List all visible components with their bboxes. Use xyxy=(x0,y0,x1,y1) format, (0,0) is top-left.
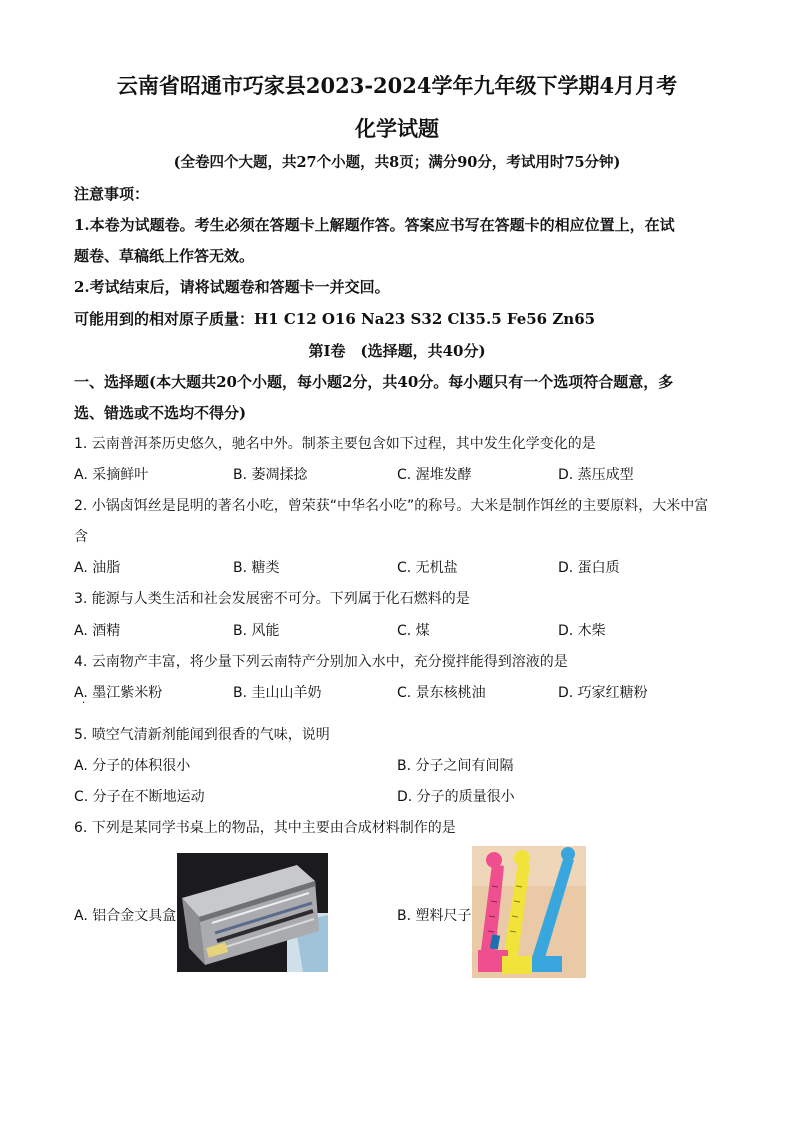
question-4-option-b: B. 圭山山羊奶 xyxy=(233,685,322,701)
question-3-option-a: A. 酒精 xyxy=(74,623,121,639)
question-2-stem-cont: 含 xyxy=(74,529,88,545)
question-5-option-c: C. 分子在不断地运动 xyxy=(74,789,205,805)
notes-heading: 注意事项： xyxy=(74,185,150,203)
question-1-option-c: C. 渥堆发酵 xyxy=(397,467,472,483)
plastic-ruler-photo xyxy=(472,846,586,978)
question-5-option-b: B. 分子之间有间隔 xyxy=(397,758,514,774)
stray-dot: · xyxy=(82,698,86,709)
question-2-option-b: B. 糖类 xyxy=(233,560,280,576)
question-2-option-a: A. 油脂 xyxy=(74,560,121,576)
question-1-option-d: D. 蒸压成型 xyxy=(558,467,634,483)
notes-item-1: 1.本卷为试题卷。考生必须在答题卡上解题作答。答案应书写在答题卡的相应位置上，在试 xyxy=(74,216,675,234)
notes-item-1-cont: 题卷、草稿纸上作答无效。 xyxy=(74,247,255,265)
question-3-option-d: D. 木柴 xyxy=(558,623,606,639)
question-4-stem: 4. 云南物产丰富，将少量下列云南特产分别加入水中，充分搅拌能得到溶液的是 xyxy=(74,654,568,670)
notes-item-2: 2.考试结束后，请将试题卷和答题卡一并交回。 xyxy=(74,278,390,296)
question-3-option-b: B. 风能 xyxy=(233,623,280,639)
question-2-stem: 2. 小锅卤饵丝是昆明的著名小吃，曾荣获“中华名小吃”的称号。大米是制作饵丝的主要原料，大米中富 xyxy=(74,498,709,514)
exam-subject: 化学试题 xyxy=(355,116,439,141)
exam-title: 云南省昭通市巧家县2023-2024学年九年级下学期4月月考 xyxy=(116,73,678,98)
question-3-stem: 3. 能源与人类生活和社会发展密不可分。下列属于化石燃料的是 xyxy=(74,591,470,607)
question-1-stem: 1. 云南普洱茶历史悠久，驰名中外。制茶主要包含如下过程，其中发生化学变化的是 xyxy=(74,436,596,452)
exam-info: (全卷四个大题，共27个小题，共8页；满分90分，考试用时75分钟) xyxy=(173,154,621,171)
question-5-option-a: A. 分子的体积很小 xyxy=(74,758,191,774)
question-4-option-c: C. 景东核桃油 xyxy=(397,685,486,701)
section-1-heading-cont: 选、错选或不选均不得分) xyxy=(74,404,247,422)
question-4-option-d: D. 巧家红糖粉 xyxy=(558,685,648,701)
question-4-option-a: A. 墨江紫米粉 xyxy=(74,685,163,701)
part-1-heading: 第Ⅰ卷 (选择题，共40分) xyxy=(308,342,486,360)
question-6-option-a: A. 铝合金文具盒 xyxy=(74,908,177,924)
question-6-option-b: B. 塑料尺子 xyxy=(397,908,472,924)
question-5-option-d: D. 分子的质量很小 xyxy=(397,789,515,805)
atomic-mass-line: 可能用到的相对原子质量：H1 C12 O16 Na23 S32 Cl35.5 Fe56 Zn65 xyxy=(74,310,596,328)
question-5-stem: 5. 喷空气清新剂能闻到很香的气味，说明 xyxy=(74,727,330,743)
question-6-stem: 6. 下列是某同学书桌上的物品，其中主要由合成材料制作的是 xyxy=(74,820,456,836)
section-1-heading: 一、选择题(本大题共20个小题，每小题2分，共40分。每小题只有一个选项符合题意，多 xyxy=(74,373,674,391)
pencil-case-photo xyxy=(177,853,328,972)
question-2-option-d: D. 蛋白质 xyxy=(558,560,620,576)
question-3-option-c: C. 煤 xyxy=(397,623,430,639)
question-2-option-c: C. 无机盐 xyxy=(397,560,458,576)
question-1-option-b: B. 萎凋揉捻 xyxy=(233,467,308,483)
question-1-option-a: A. 采摘鲜叶 xyxy=(74,467,149,483)
